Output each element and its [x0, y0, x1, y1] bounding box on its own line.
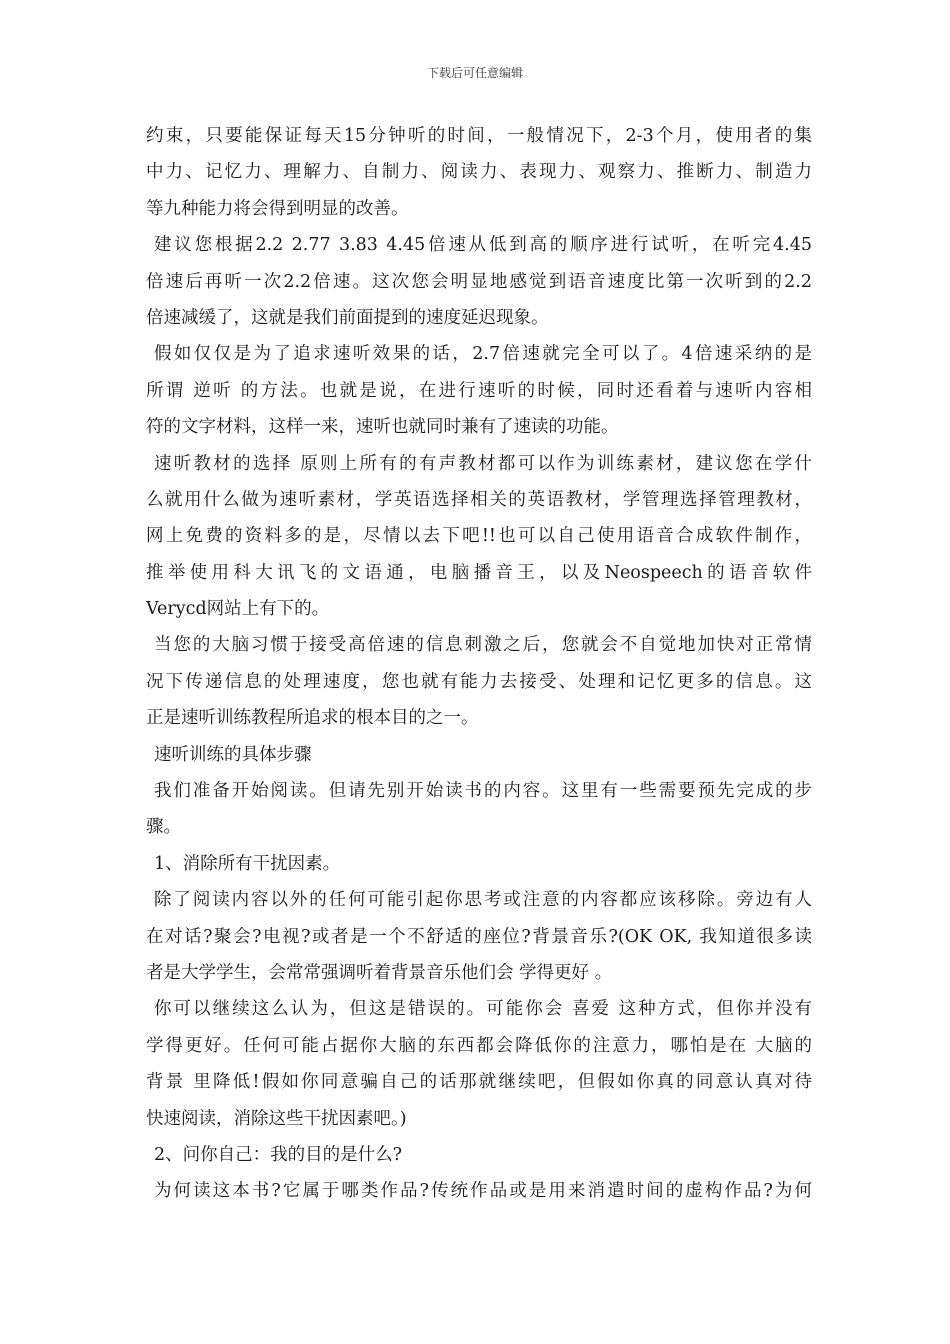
text-line: 假如仅仅是为了追求速听效果的话，2.7倍速就完全可以了。4倍速采纳的是 — [154, 344, 812, 365]
text-line: 约束，只要能保证每天15分钟听的时间，一般情况下，2-3个月，使用者的集 — [146, 126, 812, 146]
text-line: 1、消除所有干扰因素。 — [154, 853, 341, 874]
text-line: 2、问你自己：我的目的是什么? — [154, 1144, 403, 1165]
text-line: Verycd网站上有下的。 — [146, 599, 330, 620]
text-line: 正是速听训练教程所追求的根本目的之一。 — [146, 708, 479, 729]
text-line: 背景 里降低!假如你同意骗自己的话那就继续吧，但假如你真的同意认真对待 — [146, 1072, 812, 1093]
text-line: 在对话?聚会?电视?或者是一个不舒适的座位?背景音乐?(OK OK, 我知道很多读 — [146, 926, 812, 947]
text-line: 倍速减缓了，这就是我们前面提到的速度延迟现象。 — [146, 307, 549, 328]
text-line: 者是大学学生，会常常强调听着背景音乐他们会 学得更好 。 — [146, 962, 613, 983]
text-line: 快速阅读，消除这些干扰因素吧。) — [146, 1108, 407, 1129]
text-line: 为何读这本书?它属于哪类作品?传统作品或是用来消遣时间的虚构作品?为何 — [154, 1181, 812, 1202]
text-line: 速听训练的具体步骤 — [154, 744, 312, 765]
text-line: 速听教材的选择 原则上所有的有声教材都可以作为训练素材，建议您在学什 — [154, 453, 812, 474]
text-line: 当您的大脑习惯于接受高倍速的信息刺激之后，您就会不自觉地加快对正常情 — [154, 635, 812, 656]
text-line: 骤。 — [146, 817, 181, 838]
text-line: 除了阅读内容以外的任何可能引起你思考或注意的内容都应该移除。旁边有人 — [154, 890, 812, 911]
text-line: 学得更好。任何可能占据你大脑的东西都会降低你的注意力，哪怕是在 大脑的 — [146, 1035, 812, 1056]
page-header: 下载后可任意编辑 — [426, 66, 523, 80]
text-line: 建议您根据2.2 2.77 3.83 4.45倍速从低到高的顺序进行试听，在听完4.45 — [154, 235, 812, 256]
text-line: 中力、记忆力、理解力、自制力、阅读力、表现力、观察力、推断力、制造力 — [146, 162, 812, 183]
text-line: 我们准备开始阅读。但请先别开始读书的内容。这里有一些需要预先完成的步 — [154, 781, 812, 802]
text-line: 推举使用科大讯飞的文语通，电脑播音王，以及Neospeech的语音软件 — [146, 562, 812, 583]
text-line: 所谓 逆听 的方法。也就是说，在进行速听的时候，同时还看着与速听内容相 — [146, 380, 812, 401]
text-line: 网上免费的资料多的是，尽情以去下吧!!也可以自己使用语音合成软件制作， — [146, 526, 812, 547]
text-line: 么就用什么做为速听素材，学英语选择相关的英语教材，学管理选择管理教材， — [146, 489, 812, 510]
text-line: 况下传递信息的处理速度，您也就有能力去接受、处理和记忆更多的信息。这 — [146, 671, 812, 692]
body-text — [146, 118, 812, 1210]
text-line: 等九种能力将会得到明显的改善。 — [146, 198, 409, 219]
text-line: 符的文字材料，这样一来，速听也就同时兼有了速读的功能。 — [146, 417, 619, 438]
text-line: 倍速后再听一次2.2倍速。这次您会明显地感觉到语音速度比第一次听到的2.2 — [146, 271, 812, 292]
text-line: 你可以继续这么认为，但这是错误的。可能你会 喜爱 这种方式，但你并没有 — [154, 999, 812, 1020]
